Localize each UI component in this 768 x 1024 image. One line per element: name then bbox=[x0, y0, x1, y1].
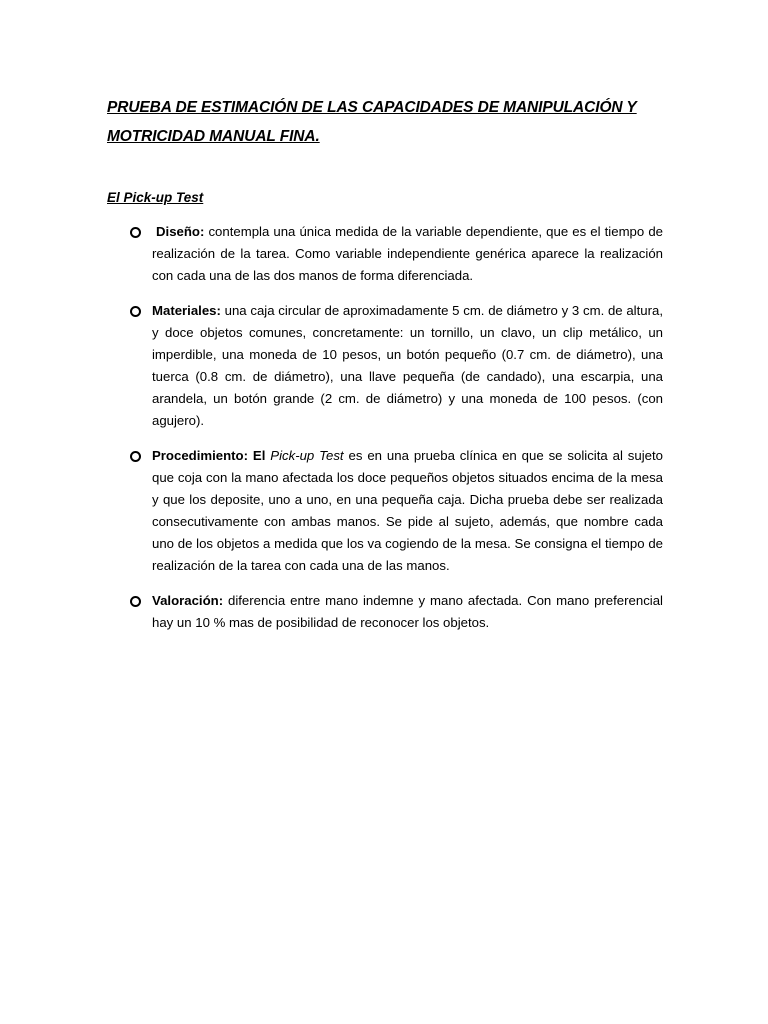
circle-bullet-icon bbox=[130, 306, 141, 317]
item-label: Procedimiento: bbox=[152, 448, 248, 463]
item-text: diferencia entre mano indemne y mano afectada. Con mano preferencial hay un 10 % mas de posibilidad de reconocer los objetos. bbox=[152, 593, 663, 630]
list-item-procedimiento bbox=[127, 445, 663, 577]
item-label: Valoración: bbox=[152, 593, 224, 608]
item-text: una caja circular de aproximadamente 5 cm. de diámetro y 3 cm. de altura, y doce objetos comunes, concretamente: un tornillo, un clavo, un clip metálico, un imperdible, una moneda de 10 pesos, un botón pequeño (0.7 cm. de diámetro), una tuerca (0.8 cm. de diámetro), una llave pequeña (de candado), una escarpia, una arandela, un botón grande (2 cm. de diámetro) y una moneda de 100 pesos. (con agujero). bbox=[152, 303, 663, 428]
list-item-valoracion bbox=[127, 590, 663, 634]
section-heading: El Pick-up Test bbox=[107, 190, 204, 205]
item-text: es en una prueba clínica en que se solicita al sujeto que coja con la mano afectada los doce pequeños objetos situados encima de la mesa y que los deposite, uno a uno, en una pequeña caja. Dicha prueba debe ser realizada consecutivamente con ambas manos. Se pide al sujeto, además, que nombre cada uno de los objetos a medida que los va cogiendo de la mesa. Se consigna el tiempo de realización de la tarea con cada una de las manos. bbox=[152, 448, 663, 573]
item-bold-prefix: El bbox=[248, 448, 271, 463]
document-title: PRUEBA DE ESTIMACIÓN DE LAS CAPACIDADES DE MANIPULACIÓN Y MOTRICIDAD MANUAL FINA. bbox=[107, 99, 637, 145]
bullet-list bbox=[127, 221, 663, 647]
circle-bullet-icon bbox=[130, 596, 141, 607]
item-label: Diseño: bbox=[156, 224, 205, 239]
item-label: Materiales: bbox=[152, 303, 221, 318]
item-text: contempla una única medida de la variable dependiente, que es el tiempo de realización de la tarea. Como variable independiente genérica aparece la realización con cada una de las dos manos de forma diferenciada. bbox=[152, 224, 663, 283]
item-italic-name: Pick-up Test bbox=[270, 448, 344, 463]
list-item-materiales bbox=[127, 300, 663, 432]
circle-bullet-icon bbox=[130, 451, 141, 462]
circle-bullet-icon bbox=[130, 227, 141, 238]
list-item-diseno bbox=[127, 221, 663, 287]
